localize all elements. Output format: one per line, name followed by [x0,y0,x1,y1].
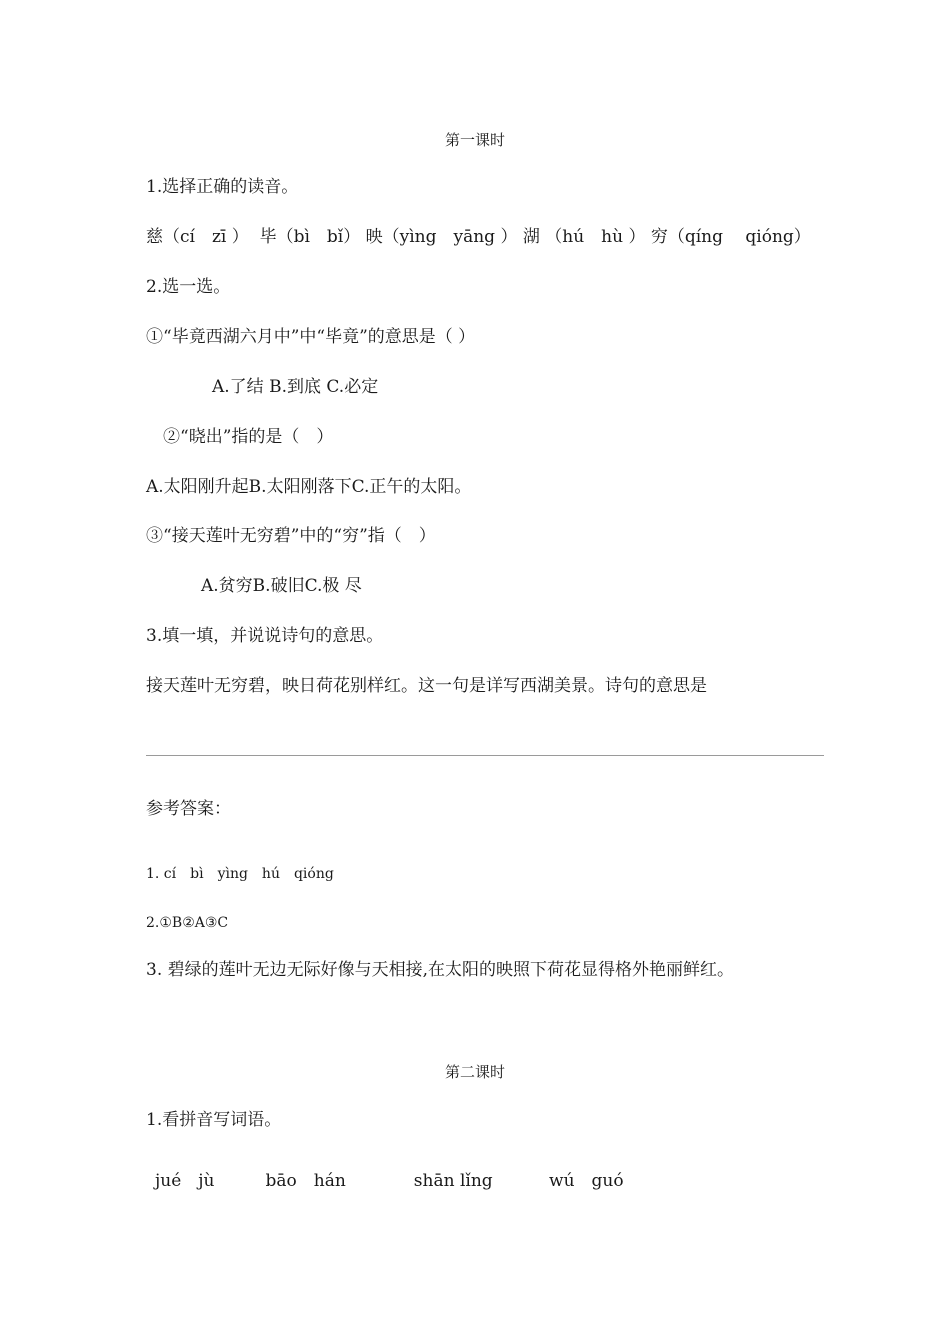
q2-item3-options: A.贫穷B.破旧C.极 尽 [201,576,362,596]
q1-pinyin-choices: 慈（cí zī ） 毕（bì bǐ） 映（yìng yāng ） 湖 （hú hù ） 穷（qíng qióng） [146,227,811,247]
q2-heading: 2.选一选。 [146,277,231,297]
answer-3: 3. 碧绿的莲叶无边无际好像与天相接,在太阳的映照下荷花显得格外艳丽鲜红。 [146,960,735,980]
q2-item2: ②“晓出”指的是（ ） [163,427,334,447]
q2-item3: ③“接天莲叶无穷碧”中的“穷”指（ ） [146,526,436,546]
answer-fill-line [146,755,824,756]
q2-item1: ①“毕竟西湖六月中”中“毕竟”的意思是（ ） [146,327,476,347]
answer-2: 2.①B②A③C [146,915,229,931]
lesson2-title: 第二课时 [444,1063,505,1081]
lesson1-title: 第一课时 [444,131,505,149]
q3-heading: 3.填一填，并说说诗句的意思。 [146,626,384,646]
lesson2-q1-heading: 1.看拼音写词语。 [146,1110,282,1130]
q2-item1-options: A.了结 B.到底 C.必定 [212,377,379,397]
q1-heading: 1.选择正确的读音。 [146,177,299,197]
q2-item2-options: A.太阳刚升起B.太阳刚落下C.正午的太阳。 [146,477,472,497]
lesson2-q1-pinyin: jué jù bāo hán shān lǐng wú guó [155,1171,624,1191]
answer-1: 1. cí bì yìng hú qióng [146,866,334,882]
answers-heading: 参考答案： [146,799,231,819]
q3-text: 接天莲叶无穷碧，映日荷花别样红。这一句是详写西湖美景。诗句的意思是 [146,676,707,696]
